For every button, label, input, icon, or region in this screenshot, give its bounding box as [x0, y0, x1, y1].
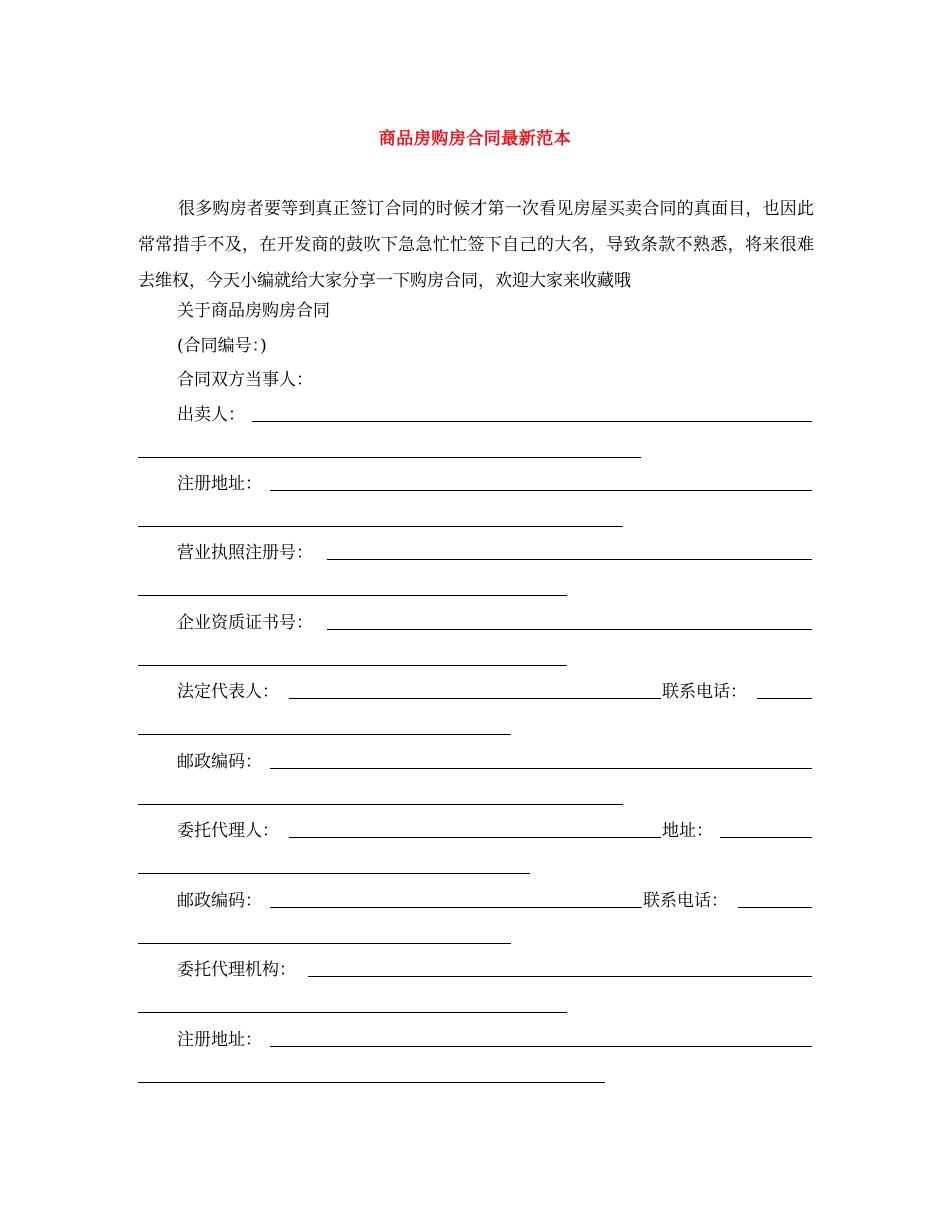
- qualification-number-label: 企业资质证书号：: [177, 613, 313, 633]
- postcode-2-label: 邮政编码：: [177, 891, 262, 911]
- phone-blank[interactable]: [757, 698, 812, 699]
- address-label: 地址：: [662, 821, 713, 841]
- phone-label: 联系电话：: [662, 682, 747, 702]
- legal-rep-label: 法定代表人：: [177, 682, 279, 702]
- postcode-blank-cont[interactable]: [138, 804, 623, 805]
- contract-number: (合同编号：): [177, 336, 267, 356]
- legal-rep-blank[interactable]: [289, 698, 661, 699]
- intro-paragraph: 很多购房者要等到真正签订合同的时候才第一次看见房屋买卖合同的真面目，也因此常常措手不及，在开发商的鼓吹下急急忙忙签下自己的大名，导致条款不熟悉，将来很难去维权，今天小编就给大家分享一下购房合同，欢迎大家来收藏哦: [138, 199, 814, 291]
- phone-2-blank-cont[interactable]: [138, 943, 511, 944]
- reg-address-blank[interactable]: [270, 490, 812, 491]
- license-number-blank[interactable]: [327, 559, 812, 560]
- agency-label: 委托代理机构：: [177, 960, 296, 980]
- qualification-number-blank-cont[interactable]: [138, 665, 567, 666]
- seller-label: 出卖人：: [177, 405, 245, 425]
- agency-blank[interactable]: [308, 976, 812, 977]
- qualification-number-blank[interactable]: [327, 629, 812, 630]
- address-blank-cont[interactable]: [138, 873, 530, 874]
- seller-blank[interactable]: [252, 421, 812, 422]
- contract-heading: 关于商品房购房合同: [177, 301, 330, 321]
- reg-address-2-blank[interactable]: [270, 1046, 812, 1047]
- agent-label: 委托代理人：: [177, 821, 279, 841]
- postcode-2-blank[interactable]: [270, 907, 642, 908]
- reg-address-2-blank-cont[interactable]: [138, 1082, 605, 1083]
- document-title: 商品房购房合同最新范本: [378, 129, 572, 149]
- license-number-blank-cont[interactable]: [138, 595, 567, 596]
- postcode-label: 邮政编码：: [177, 752, 262, 772]
- reg-address-label: 注册地址：: [177, 474, 262, 494]
- address-blank[interactable]: [720, 837, 812, 838]
- phone-2-label: 联系电话：: [643, 891, 728, 911]
- seller-blank-cont[interactable]: [138, 457, 641, 458]
- reg-address-2-label: 注册地址：: [177, 1030, 262, 1050]
- phone-blank-cont[interactable]: [138, 734, 511, 735]
- license-number-label: 营业执照注册号：: [177, 543, 313, 563]
- agent-blank[interactable]: [289, 837, 661, 838]
- parties-label: 合同双方当事人：: [177, 370, 313, 390]
- postcode-blank[interactable]: [270, 768, 812, 769]
- reg-address-blank-cont[interactable]: [138, 526, 623, 527]
- phone-2-blank[interactable]: [738, 907, 812, 908]
- agency-blank-cont[interactable]: [138, 1012, 567, 1013]
